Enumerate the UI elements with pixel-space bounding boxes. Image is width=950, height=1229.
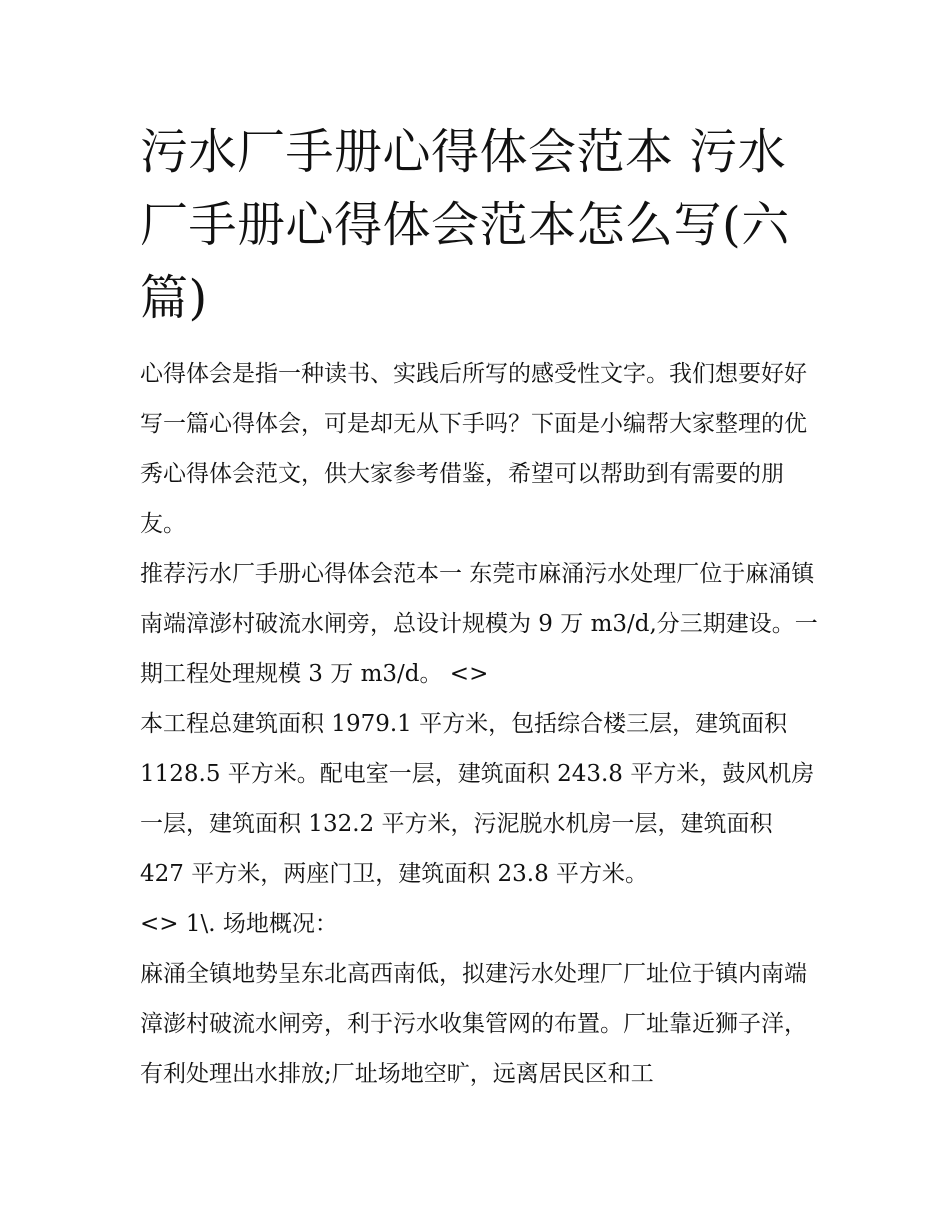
paragraph-site-description: 麻涌全镇地势呈东北高西南低，拟建污水处理厂厂址位于镇内南端漳澎村破流水闸旁，利于污水收集管网的布置。厂址靠近狮子洋，有利处理出水排放;厂址场地空旷，远离居民区和工	[140, 961, 807, 1087]
paragraph-overview: 推荐污水厂手册心得体会范本一 东莞市麻涌污水处理厂位于麻涌镇南端漳澎村破流水闸旁，总设计规模为 9 万 m3/d,分三期建设。一期工程处理规模 3 万 m3/d。 <>	[140, 561, 818, 687]
section-heading-site: <> 1\. 场地概况：	[140, 911, 338, 937]
paragraph-intro: 心得体会是指一种读书、实践后所写的感受性文字。我们想要好好写一篇心得体会，可是却无从下手吗？下面是小编帮大家整理的优秀心得体会范文，供大家参考借鉴，希望可以帮助到有需要的朋友。	[140, 361, 807, 537]
document-title: 污水厂手册心得体会范本 污水厂手册心得体会范本怎么写(六篇)	[140, 124, 790, 326]
paragraph-building-area: 本工程总建筑面积 1979.1 平方米，包括综合楼三层，建筑面积 1128.5 平方米。配电室一层，建筑面积 243.8 平方米，鼓风机房一层，建筑面积 132.2 平方米，污泥脱水机房一层，建筑面积 427 平方米，两座门卫，建筑面积 23.8 平方米。	[140, 711, 815, 887]
document-page	[140, 116, 820, 1099]
